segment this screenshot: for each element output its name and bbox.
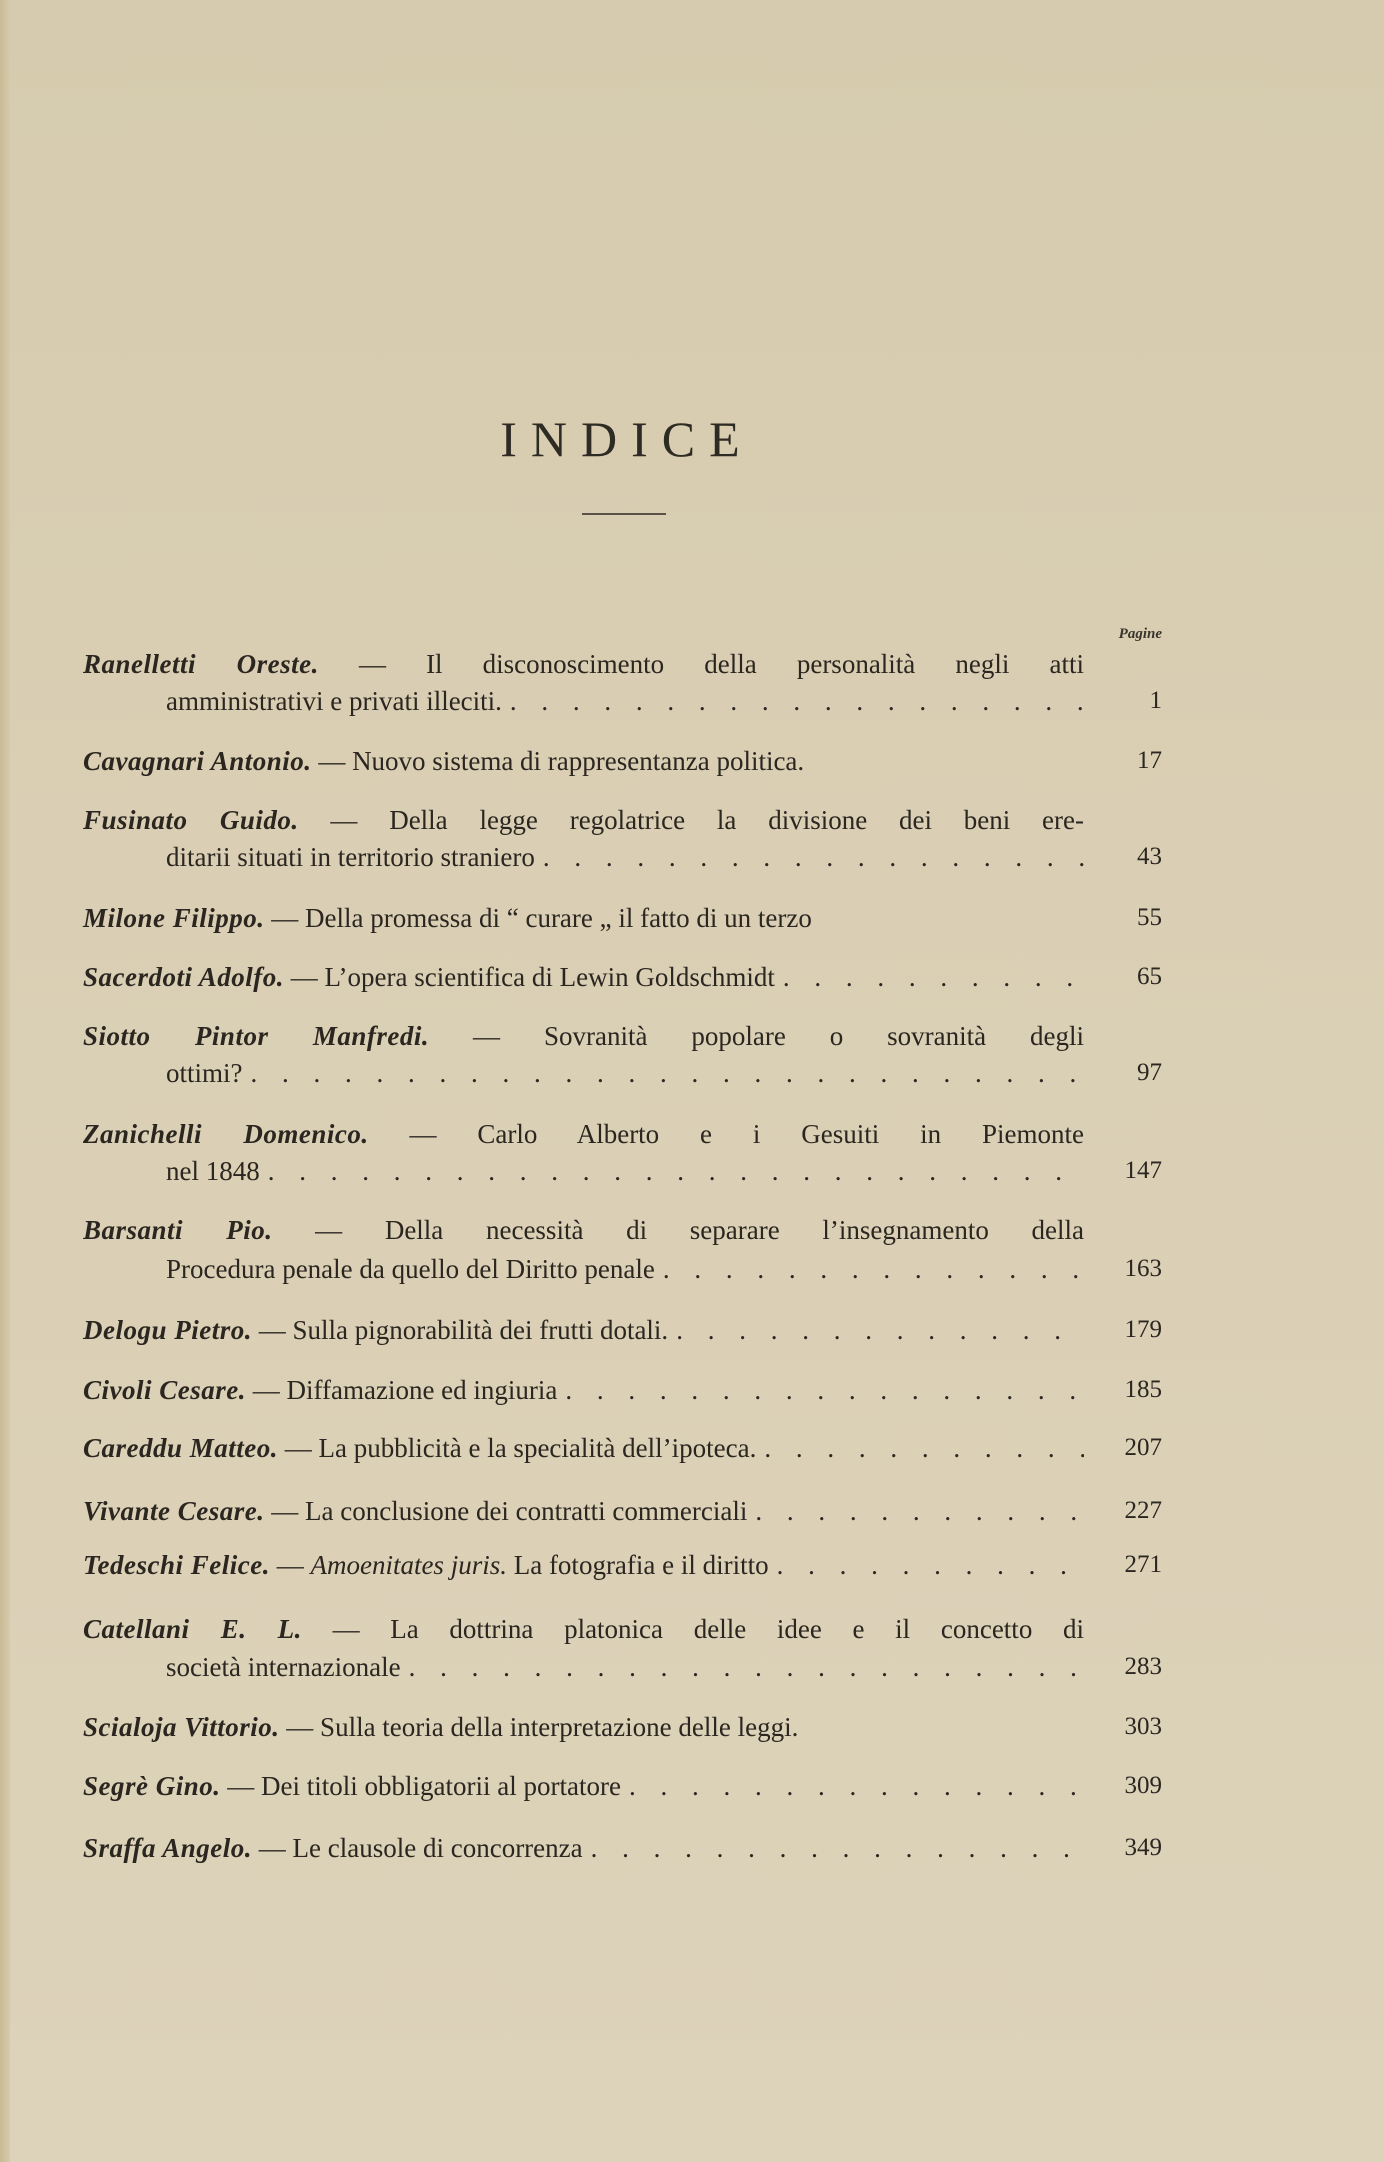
entry-title: — Sulla pignorabilità dei frutti dotali. [252, 1315, 669, 1345]
entry-title: — L’opera scientifica di Lewin Goldschmidt [284, 962, 775, 992]
entry-page-number: 283 [1124, 1653, 1162, 1680]
entry-page-number: 207 [1124, 1434, 1162, 1461]
dot-leader [502, 685, 1084, 717]
title-rule [582, 513, 666, 515]
toc-entry-line [83, 1832, 1084, 1864]
entry-author: Zanichelli Domenico. [83, 1119, 369, 1149]
entry-author: Segrè Gino. [83, 1771, 221, 1801]
entry-title-italic: Amoenitates juris. [310, 1550, 507, 1580]
entry-title: — Il disconoscimento della personalità negli atti [318, 649, 1084, 679]
page-edge [0, 0, 10, 2162]
entry-author: Vivante Cesare. [83, 1496, 265, 1526]
entry-page-number: 55 [1137, 904, 1162, 931]
entry-page-number: 349 [1124, 1834, 1162, 1861]
toc-entry-line [83, 804, 1084, 836]
dot-leader [557, 1374, 1084, 1406]
entry-title: — La dottrina platonica delle idee e il concetto di [301, 1614, 1084, 1644]
toc-entry-line [83, 1020, 1084, 1052]
toc-entry-line [83, 961, 1084, 993]
dot-leader [535, 841, 1084, 873]
entry-dash: — [269, 1550, 311, 1580]
entry-author: Fusinato Guido. [83, 805, 299, 835]
entry-title: — Sulla teoria della interpretazione delle leggi. [279, 1712, 799, 1742]
entry-title: — Nuovo sistema di rappresentanza politica. [311, 746, 805, 776]
entry-author: Tedeschi Felice. [83, 1550, 270, 1580]
entry-title: — Carlo Alberto e i Gesuiti in Piemonte [368, 1119, 1084, 1149]
dot-leader [775, 961, 1084, 993]
entry-author: Barsanti Pio. [83, 1215, 273, 1245]
entry-page-number: 271 [1124, 1551, 1162, 1578]
entry-author: Careddu Matteo. [83, 1433, 279, 1463]
entry-title-continued: nel 1848 [166, 1156, 260, 1186]
entry-author: Milone Filippo. [83, 903, 265, 933]
entry-title: — La conclusione dei contratti commerciali [264, 1496, 748, 1526]
dot-leader [243, 1057, 1085, 1089]
entry-title: — La pubblicità e la specialità dell’ipoteca. [278, 1433, 757, 1463]
entry-author: Cavagnari Antonio. [83, 746, 312, 776]
entry-page-number: 97 [1137, 1059, 1162, 1086]
toc-entry-line [83, 1495, 1084, 1527]
dot-leader [756, 1432, 1084, 1464]
entry-author: Sacerdoti Adolfo. [83, 962, 284, 992]
toc-entry-continuation [166, 1155, 1084, 1187]
entry-title-continued: ottimi? [166, 1058, 243, 1088]
dot-leader [621, 1770, 1084, 1802]
entry-page-number: 309 [1124, 1772, 1162, 1799]
toc-entry-line [83, 745, 1084, 777]
page-title: INDICE [500, 411, 754, 467]
dot-leader [260, 1155, 1084, 1187]
entry-title: La fotografia e il diritto [506, 1550, 769, 1580]
toc-entry-line [83, 1613, 1084, 1645]
entry-title-continued: amministrativi e privati illeciti. [166, 686, 502, 716]
entry-title: — Sovranità popolare o sovranità degli [429, 1021, 1084, 1051]
toc-entry-line [83, 1432, 1084, 1464]
entry-author: Siotto Pintor Manfredi. [83, 1021, 430, 1051]
dot-leader [747, 1495, 1084, 1527]
toc-entry-line [83, 1314, 1084, 1346]
toc-entry-line [83, 1214, 1084, 1246]
entry-title: — Le clausole di concorrenza [252, 1833, 583, 1863]
entry-author: Civoli Cesare. [83, 1375, 246, 1405]
entry-title: — Dei titoli obbligatorii al portatore [220, 1771, 621, 1801]
toc-entry-line [83, 902, 1084, 934]
toc-entry-line [83, 1549, 1084, 1581]
entry-title: — Diffamazione ed ingiuria [246, 1375, 558, 1405]
entry-page-number: 185 [1124, 1376, 1162, 1403]
entry-page-number: 65 [1137, 963, 1162, 990]
entry-page-number: 43 [1137, 843, 1162, 870]
toc-entry-continuation [166, 1057, 1084, 1089]
entry-title: — Della promessa di “ curare „ il fatto di un terzo [264, 903, 812, 933]
entry-title: — Della necessità di separare l’insegnamento della [272, 1215, 1084, 1245]
pages-column-label: Pagine [1118, 626, 1162, 642]
toc-entry-continuation [166, 685, 1084, 717]
toc-entry-line [83, 1118, 1084, 1150]
entry-page-number: 1 [1149, 687, 1162, 714]
toc-entry-continuation [166, 1253, 1084, 1285]
entry-author: Delogu Pietro. [83, 1315, 252, 1345]
toc-entry-line [83, 1711, 1084, 1743]
entry-page-number: 303 [1124, 1713, 1162, 1740]
entry-author: Sraffa Angelo. [83, 1833, 253, 1863]
toc-entry-continuation [166, 1651, 1084, 1683]
dot-leader [668, 1314, 1084, 1346]
entry-author: Catellani E. L. [83, 1614, 302, 1644]
dot-leader [401, 1651, 1084, 1683]
dot-leader [655, 1253, 1084, 1285]
entry-title: — Della legge regolatrice la divisione dei beni ere- [298, 805, 1084, 835]
entry-title-continued: ditarii situati in territorio straniero [166, 842, 535, 872]
entry-page-number: 163 [1124, 1255, 1162, 1282]
dot-leader [583, 1832, 1084, 1864]
entry-page-number: 147 [1124, 1157, 1162, 1184]
toc-entry-line [83, 1770, 1084, 1802]
toc-entry-line [83, 648, 1084, 680]
toc-entry-continuation [166, 841, 1084, 873]
dot-leader [769, 1549, 1084, 1581]
entry-page-number: 17 [1137, 747, 1162, 774]
toc-entry-line [83, 1374, 1084, 1406]
entry-page-number: 227 [1124, 1497, 1162, 1524]
entry-title-continued: Procedura penale da quello del Diritto penale [166, 1254, 655, 1284]
entry-author: Ranelletti Oreste. [83, 649, 319, 679]
entry-author: Scialoja Vittorio. [83, 1712, 280, 1742]
entry-title-continued: società internazionale [166, 1652, 401, 1682]
entry-page-number: 179 [1124, 1316, 1162, 1343]
